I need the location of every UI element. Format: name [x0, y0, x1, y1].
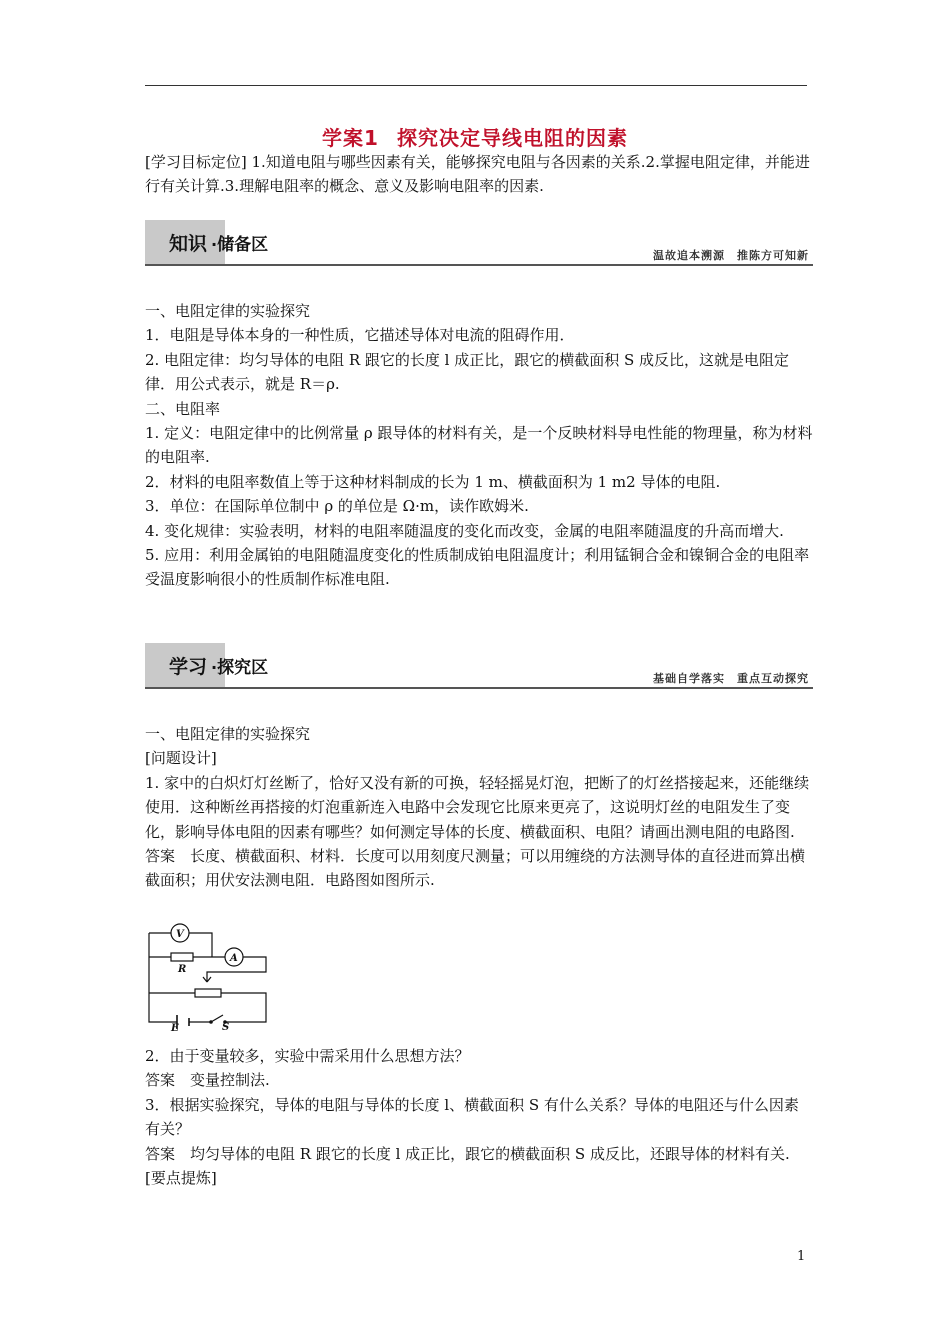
question-3: 3．根据实验探究，导体的电阻与导体的长度 l、横截面积 S 有什么关系？导体的电阻还与什么因素有关？	[145, 1095, 799, 1139]
section-banner-knowledge	[145, 220, 813, 266]
banner-dot: ·	[211, 658, 218, 677]
heading-line: 一、电阻定律的实验探究	[145, 725, 311, 743]
text-line: 2. 电阻定律：均匀导体的电阻 R 跟它的长度 l 成正比，跟它的横截面积 S 成反比，这就是电阻定律．用公式表示，就是 R＝ρ.	[145, 350, 790, 394]
circuit-diagram	[145, 922, 270, 1032]
text-line: 3．单位：在国际单位制中 ρ 的单位是 Ω·m，读作欧姆米.	[145, 497, 529, 516]
answer-1: 答案 长度、横截面积、材料．长度可以用刻度尺测量；可以用缠绕的方法测导体的直径进而算出横截面积；用伏安法测电阻．电路图如图所示.	[145, 847, 806, 890]
switch-icon	[211, 1015, 223, 1022]
answer-2: 答案 变量控制法.	[145, 1071, 270, 1090]
switch-contact	[209, 1020, 213, 1024]
rheostat-icon	[195, 989, 221, 997]
battery-label: E	[171, 1023, 179, 1032]
key-points-heading: [要点提炼]	[145, 1169, 217, 1188]
banner-label	[169, 652, 268, 679]
answer-3: 答案 均匀导体的电阻 R 跟它的长度 l 成正比，跟它的横截面积 S 成反比，还跟导体的材料有关.	[145, 1144, 790, 1163]
page-number: 1	[797, 1249, 806, 1264]
banner-title: 学习	[169, 656, 208, 678]
banner-underline	[145, 264, 813, 266]
banner-label	[169, 229, 268, 256]
voltmeter-label: V	[176, 929, 184, 940]
banner-underline	[145, 687, 813, 689]
lesson-name: 探究决定导线电阻的因素	[396, 126, 628, 150]
question-2: 2．由于变量较多，实验中需采用什么思想方法？	[145, 1047, 470, 1065]
objectives-text: [学习目标定位] 1.知道电阻与哪些因素有关，能够探究电阻与各因素的关系.2.掌握电阻定律，并能进行有关计算.3.理解电阻率的概念、意义及影响电阻率的因素.	[145, 153, 810, 196]
question-1: 1. 家中的白炽灯灯丝断了，恰好又没有新的可换，轻轻摇晃灯泡，把断了的灯丝搭接起来，还能继续使用．这种断丝再搭接的灯泡重新连入电路中会发现它比原来更亮了，这说明灯丝的电阻发生了变化，影响导体电阻的因素有哪些？如何测定导体的长度、横截面积、电阻？请画出测电阻的电路图.	[145, 773, 810, 841]
text-line: 4. 变化规律：实验表明，材料的电阻率随温度的变化而改变，金属的电阻率随温度的升高而增大.	[145, 521, 784, 540]
header-rule	[145, 85, 807, 86]
switch-label: S	[222, 1022, 230, 1032]
knowledge-content	[145, 299, 813, 592]
banner-subtitle: 储备区	[217, 235, 269, 255]
text-line: 1．电阻是导体本身的一种性质，它描述导体对电流的阻碍作用．	[145, 326, 575, 345]
text-line: [问题设计]	[145, 749, 217, 768]
heading-line: 一、电阻定律的实验探究	[145, 302, 311, 320]
text-line: 5. 应用：利用金属铂的电阻随温度变化的性质制成铂电阻温度计；利用锰铜合金和镍铜合金的电阻率受温度影响很小的性质制作标准电阻.	[145, 546, 810, 589]
lesson-title	[0, 122, 950, 151]
banner-slogan: 温故追本溯源 推陈方可知新	[653, 249, 809, 262]
resistor-icon	[171, 953, 193, 961]
study-content-continued	[145, 1044, 813, 1190]
text-line: 2．材料的电阻率数值上等于这种材料制成的长为 1 m、横截面积为 1 m2 导体的电阻.	[145, 472, 721, 491]
section-banner-study	[145, 643, 813, 689]
resistor-label: R	[178, 964, 187, 975]
banner-subtitle: 探究区	[217, 658, 269, 678]
heading-line: 二、电阻率	[145, 399, 221, 418]
text-line: 1. 定义：电阻定律中的比例常量 ρ 跟导体的材料有关，是一个反映材料导电性能的物理量，称为材料的电阻率.	[145, 424, 813, 467]
banner-title: 知识	[169, 233, 208, 255]
battery-icon	[177, 1015, 189, 1029]
ammeter-label: A	[230, 953, 238, 964]
lesson-number: 学案1	[322, 126, 379, 150]
banner-dot: ·	[211, 235, 218, 254]
learning-objectives	[145, 150, 813, 199]
banner-slogan: 基础自学落实 重点互动探究	[653, 672, 809, 685]
study-content	[145, 722, 813, 893]
